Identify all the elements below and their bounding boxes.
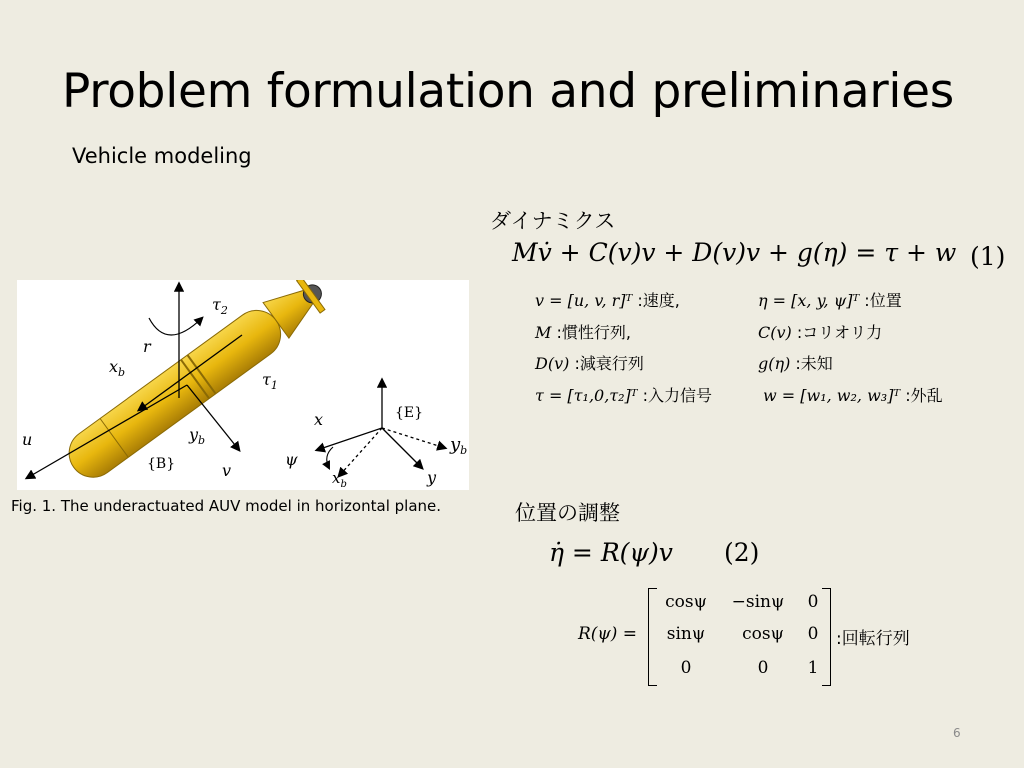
label-yb: $y_b$ — [189, 425, 206, 447]
definition-item: M :慣性行列, — [535, 323, 631, 342]
definition-item: C(v) :コリオリ力 — [758, 323, 883, 342]
label-u: u — [22, 430, 33, 449]
equation-number-1: (1) — [970, 242, 1006, 271]
definition-item: g(η) :未知 — [758, 354, 833, 373]
definition-item: D(v) :減衰行列 — [535, 354, 644, 373]
matrix-cell: 0 — [807, 624, 819, 644]
matrix-cell: cosψ — [742, 624, 784, 644]
matrix-cell: 0 — [757, 658, 769, 678]
page-number: 6 — [953, 726, 961, 740]
equation-number-2: (2) — [724, 538, 760, 567]
figure-caption: Fig. 1. The underactuated AUV model in horizontal plane. — [11, 497, 442, 515]
rotation-matrix — [578, 588, 938, 688]
definition-item: τ = [τ₁,0,τ₂]ᵀ :入力信号 — [535, 386, 713, 405]
matrix-left-bracket — [648, 588, 657, 686]
definition-item: v = [u, v, r]ᵀ :速度, — [535, 291, 680, 310]
matrix-description: :回転行列 — [836, 629, 910, 649]
slide-title: Problem formulation and preliminaries — [62, 64, 954, 119]
matrix-label: R(ψ) = — [578, 624, 638, 644]
label-frame-e: {E} — [395, 405, 424, 421]
label-tau2: $\tau_2$ — [212, 295, 228, 317]
label-r: r — [143, 337, 151, 356]
matrix-cell: 0 — [807, 592, 819, 612]
label-psi: ψ — [285, 450, 298, 469]
matrix-cell: 0 — [680, 658, 692, 678]
label-v: v — [222, 461, 232, 480]
matrix-cell: cosψ — [665, 592, 707, 612]
matrix-right-bracket — [822, 588, 831, 686]
slide-subtitle: Vehicle modeling — [72, 144, 252, 168]
matrix-cell: 1 — [807, 658, 819, 678]
label-x: x — [314, 410, 324, 429]
matrix-cell: −sinψ — [731, 592, 785, 612]
label-y: y — [427, 468, 437, 487]
definition-item: w = [w₁, w₂, w₃]ᵀ :外乱 — [763, 386, 943, 405]
auv-model-figure — [17, 280, 469, 490]
kinematics-heading: 位置の調整 — [515, 501, 620, 525]
label-xb: $x_b$ — [109, 357, 126, 379]
definition-item: η = [x, y, ψ]ᵀ :位置 — [758, 291, 902, 310]
matrix-cell: sinψ — [666, 624, 706, 644]
label-frame-b: {B} — [147, 456, 176, 472]
dynamics-heading: ダイナミクス — [490, 209, 616, 233]
kinematics-equation: η̇ = R(ψ)v — [549, 538, 673, 567]
label-yb2: $y_b$ — [450, 434, 468, 457]
label-tau1: $\tau_1$ — [262, 370, 278, 392]
label-xb2: $x_b$ — [332, 469, 347, 490]
dynamics-equation: Mv̇ + C(v)v + D(v)v + g(η) = τ + w — [512, 238, 957, 267]
